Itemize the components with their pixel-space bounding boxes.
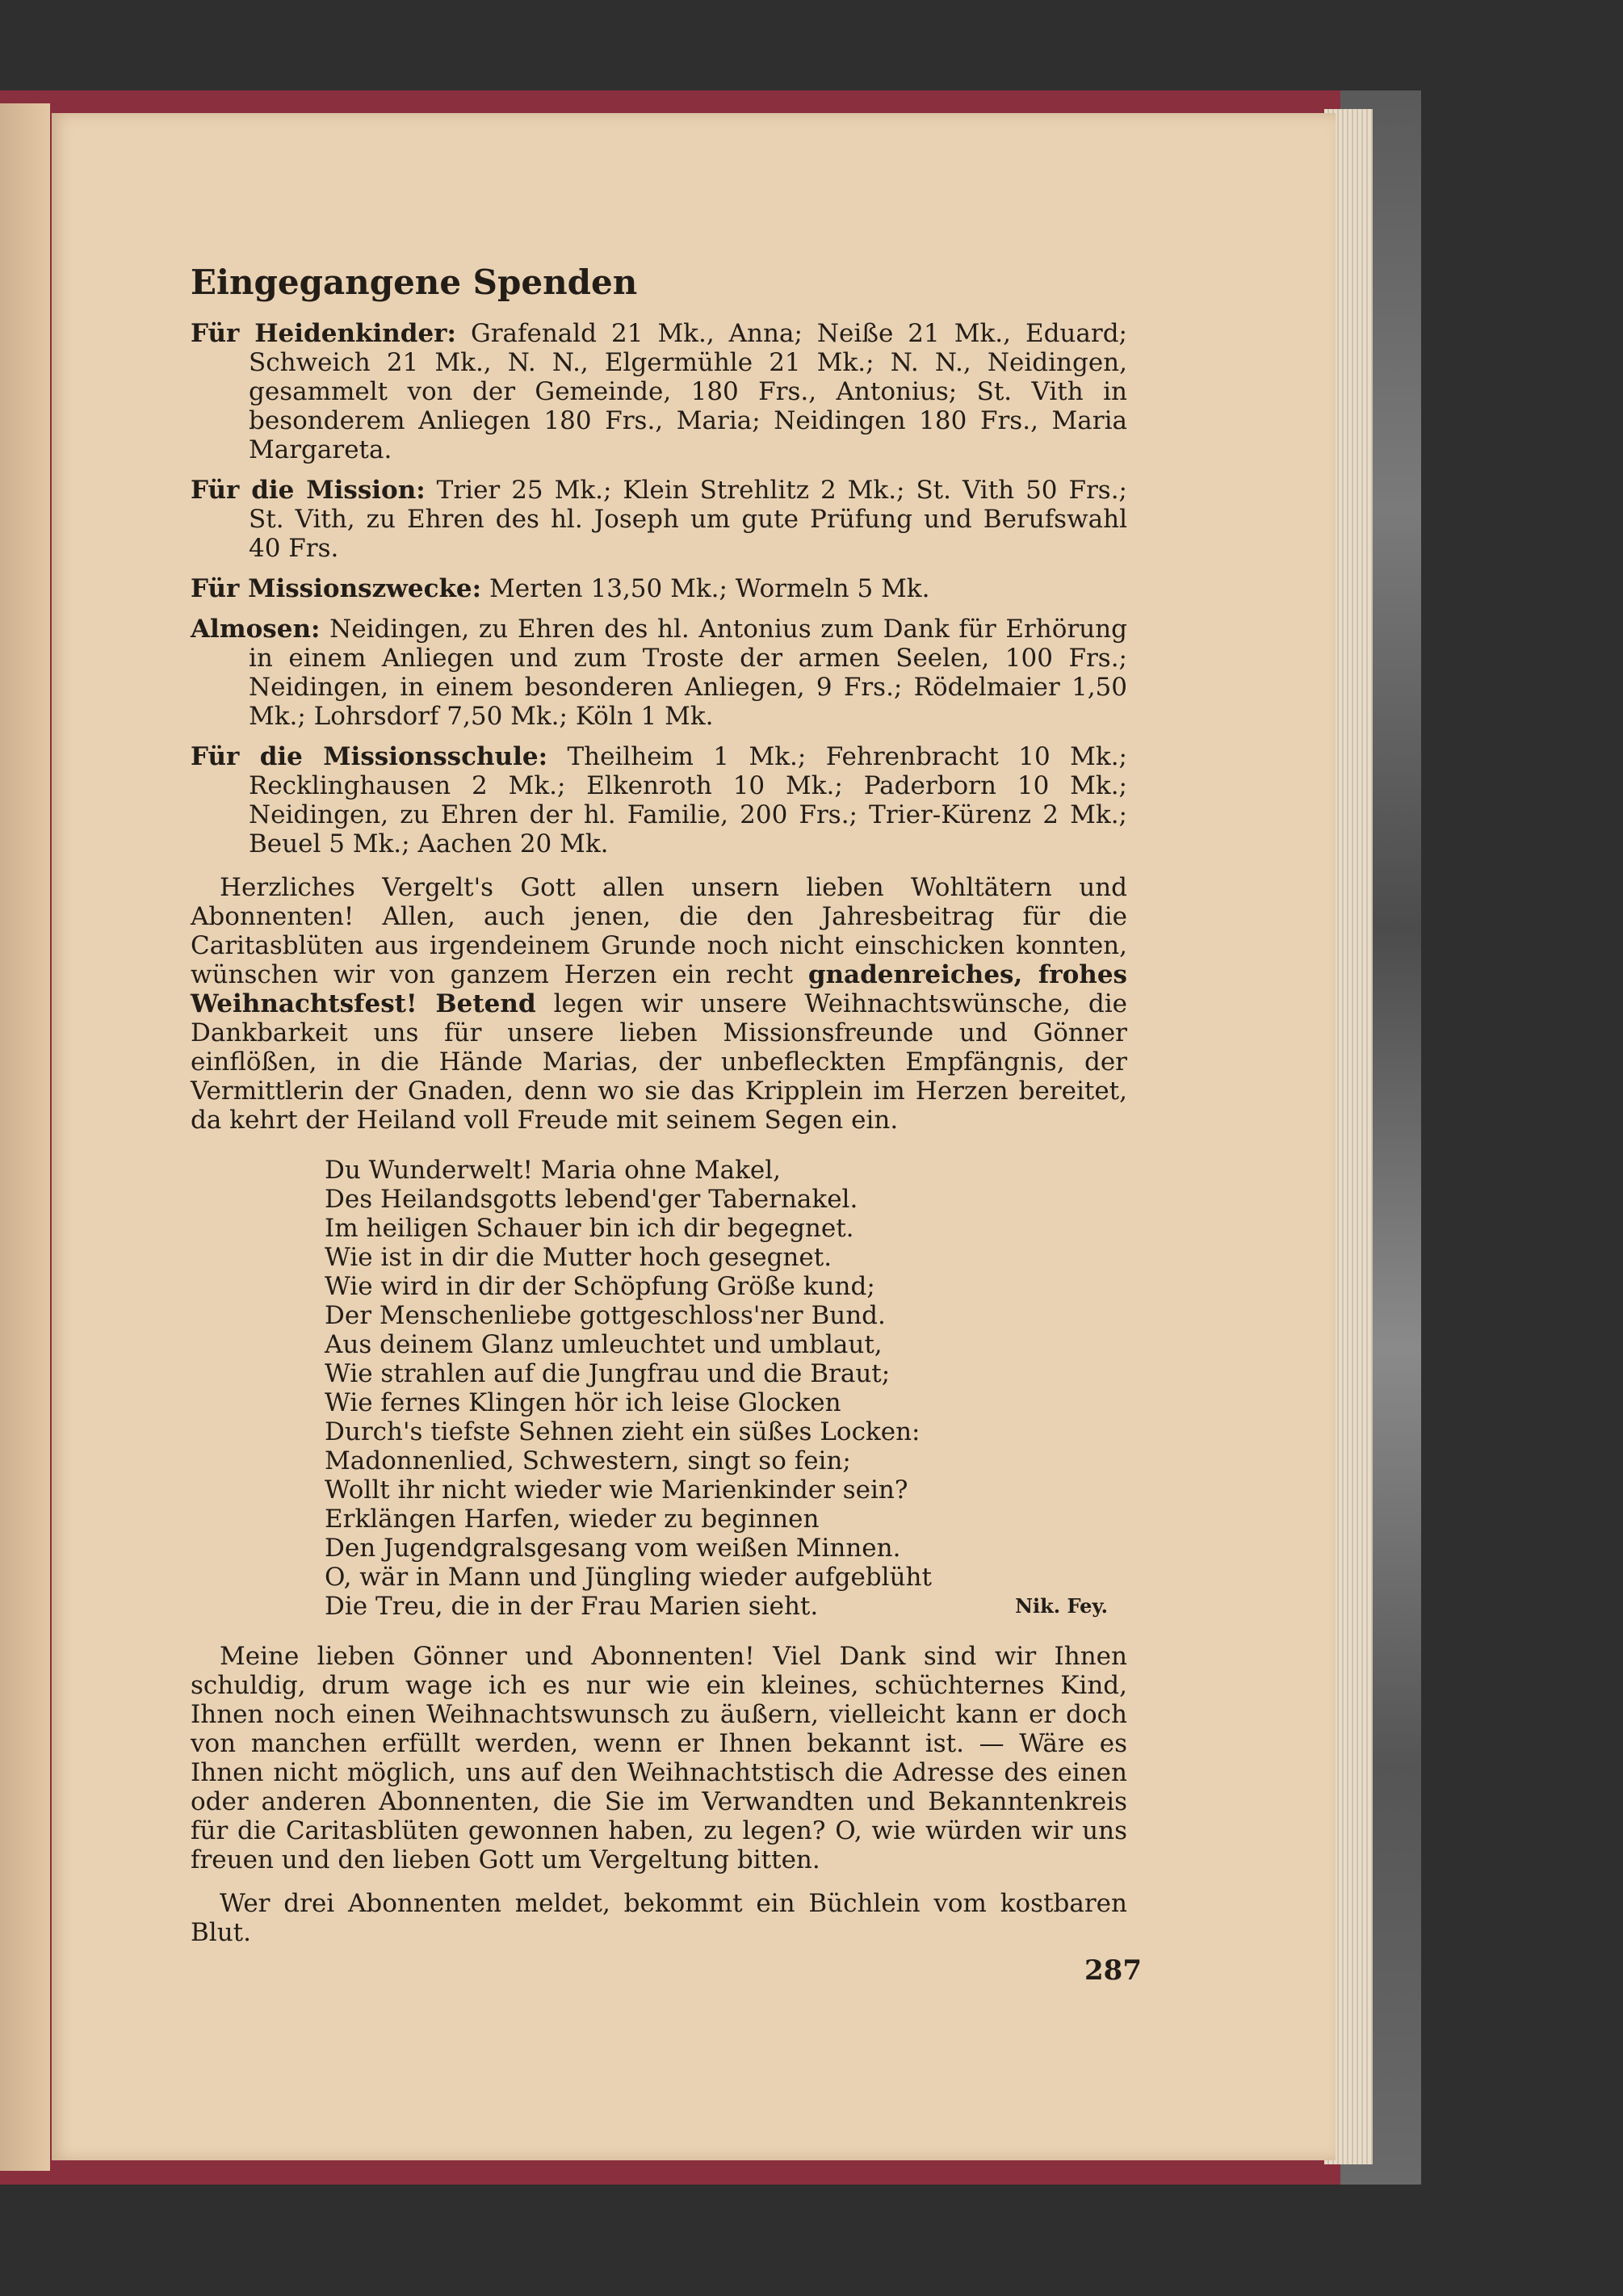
donation-text: Trier 25 Mk.; Klein Strehlitz 2 Mk.; St. Vith 50 Frs.; St. Vith, zu Ehren des hl. Joseph um gute Prüfung und Berufswahl 40 Frs. bbox=[249, 476, 1127, 563]
donation-entry bbox=[191, 615, 1127, 731]
poem-line: Wie wird in dir der Schöpfung Größe kund; bbox=[325, 1272, 875, 1301]
poem-line: Der Menschenliebe gottgeschloss'ner Bund. bbox=[325, 1301, 886, 1330]
poem-line: Madonnenlied, Schwestern, singt so fein; bbox=[325, 1446, 851, 1475]
poem-line: Den Jugendgralsgesang vom weißen Minnen. bbox=[325, 1534, 901, 1563]
section-heading: Eingegangene Spenden bbox=[191, 262, 638, 302]
poem-line: Erklängen Harfen, wieder zu beginnen bbox=[325, 1505, 820, 1534]
thanks-text-bold: gnadenreiches, frohes Weihnachtsfest! Betend bbox=[191, 960, 1127, 1018]
donation-text: Grafenald 21 Mk., Anna; Neiße 21 Mk., Eduard; Schweich 21 Mk., N. N., Elgermühle 21 Mk.; N. N., Neidingen, gesammelt von der Gemeinde, 180 Frs., Antonius; St. Vith in besonderem Anliegen 180 Frs., Maria; Neidingen 180 Frs., Maria Margareta. bbox=[249, 319, 1127, 464]
page-content bbox=[191, 262, 1127, 1947]
donation-label: Für Missionszwecke: bbox=[191, 574, 482, 603]
donation-entry bbox=[191, 574, 1127, 603]
donation-entry bbox=[191, 319, 1127, 464]
poem-line: Wie strahlen auf die Jungfrau und die Braut; bbox=[325, 1359, 891, 1388]
poem-line: Wie fernes Klingen hör ich leise Glocken bbox=[325, 1388, 841, 1417]
poem-line: Aus deinem Glanz umleuchtet und umblaut, bbox=[325, 1330, 883, 1359]
poem-line: Die Treu, die in der Frau Marien sieht. bbox=[325, 1592, 819, 1621]
donation-text: Merten 13,50 Mk.; Wormeln 5 Mk. bbox=[489, 574, 930, 603]
poem-line: Durch's tiefste Sehnen zieht ein süßes Locken: bbox=[325, 1417, 921, 1446]
donation-text: Theilheim 1 Mk.; Fehrenbracht 10 Mk.; Recklinghausen 2 Mk.; Elkenroth 10 Mk.; Paderborn 10 Mk.; Neidingen, zu Ehren der hl. Familie, 200 Frs.; Trier-Kürenz 2 Mk.; Beuel 5 Mk.; Aachen 20 Mk. bbox=[249, 742, 1127, 858]
donation-entry bbox=[191, 476, 1127, 563]
closing-paragraph: Wer drei Abonnenten meldet, bekommt ein Büchlein vom kostbaren Blut. bbox=[191, 1889, 1127, 1947]
poem-line: Du Wunderwelt! Maria ohne Makel, bbox=[325, 1156, 781, 1185]
left-page-edge bbox=[0, 103, 50, 2171]
donation-label: Für Heidenkinder: bbox=[191, 319, 456, 348]
thanks-paragraph bbox=[191, 873, 1127, 1135]
donation-entry bbox=[191, 742, 1127, 858]
donation-label: Für die Missionsschule: bbox=[191, 742, 548, 771]
poem-line: Wollt ihr nicht wieder wie Marienkinder sein? bbox=[325, 1475, 908, 1505]
page-number: 287 bbox=[1084, 1954, 1142, 1987]
donation-label: Für die Mission: bbox=[191, 476, 426, 505]
poem-line: Im heiligen Schauer bin ich dir begegnet. bbox=[325, 1214, 854, 1243]
poem bbox=[325, 1156, 1108, 1621]
donation-label: Almosen: bbox=[191, 615, 321, 644]
poem-line: O, wär in Mann und Jüngling wieder aufgeblüht bbox=[325, 1563, 932, 1592]
poem-author: Nik. Fey. bbox=[1015, 1594, 1108, 1618]
thanks-text-1: Herzliches Vergelt's Gott allen unsern lieben Wohltätern und Abonnenten! Allen, auch jenen, die den Jahresbeitrag für die Caritasblüten aus irgendeinem Grunde noch nicht einschicken konnten, wünschen wir von ganzem Herzen ein recht bbox=[191, 873, 1127, 989]
donation-text: Neidingen, zu Ehren des hl. Antonius zum Dank für Erhörung in einem Anliegen und zum Troste der armen Seelen, 100 Frs.; Neidingen, in einem besonderen Anliegen, 9 Frs.; Rödelmaier 1,50 Mk.; Lohrsdorf 7,50 Mk.; Köln 1 Mk. bbox=[249, 615, 1127, 731]
poem-line: Wie ist in dir die Mutter hoch gesegnet. bbox=[325, 1243, 832, 1272]
closing-paragraph: Meine lieben Gönner und Abonnenten! Viel Dank sind wir Ihnen schuldig, drum wage ich es nur wie ein kleines, schüchternes Kind, Ihnen noch einen Weihnachtswunsch zu äußern, vielleicht kann er doch von manchen erfüllt werden, wenn er Ihnen bekannt ist. — Wäre es Ihnen nicht möglich, uns auf den Weihnachtstisch die Adresse des einen oder anderen Abonnenten, die Sie im Verwandten und Bekanntenkreis für die Caritasblüten gewonnen haben, zu legen? O, wie würden wir uns freuen und den lieben Gott um Vergeltung bitten. bbox=[191, 1642, 1127, 1874]
thanks-text-2: legen wir unsere Weihnachtswünsche, die Dankbarkeit uns für unsere lieben Missionsfreunde und Gönner einflößen, in die Hände Marias, der unbefleckten Empfängnis, der Vermittlerin der Gnaden, denn wo sie das Kripplein im Herzen bereitet, da kehrt der Heiland voll Freude mit seinem Segen ein. bbox=[191, 989, 1127, 1135]
poem-line: Des Heilandsgotts lebend'ger Tabernakel. bbox=[325, 1185, 858, 1214]
